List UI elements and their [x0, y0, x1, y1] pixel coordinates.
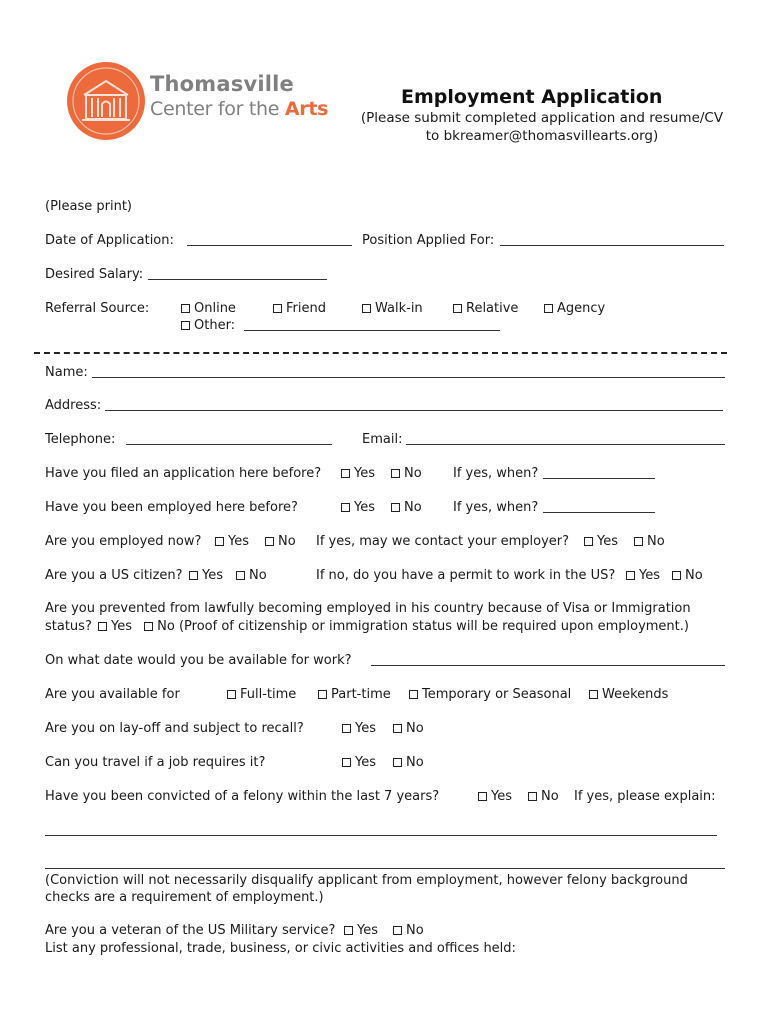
option-label: Part-time [331, 687, 391, 702]
availability-parttime[interactable] [318, 687, 391, 703]
subtitle-line2: to bkreamer@thomasvillearts.org) [425, 128, 659, 144]
option-label: Yes [202, 568, 223, 583]
option-label: Yes [597, 534, 618, 549]
email-field[interactable] [406, 444, 725, 445]
prevented-yes-label: Yes [111, 619, 132, 634]
option-label: No [647, 534, 665, 549]
telephone-field[interactable] [126, 444, 332, 445]
option-label: No [541, 789, 559, 804]
option-label: Walk-in [375, 301, 423, 316]
checkbox[interactable] [181, 321, 190, 330]
option-label: Yes [491, 789, 512, 804]
conviction-note-line2: checks are a requirement of employment.) [45, 890, 324, 905]
checkbox[interactable] [393, 758, 402, 767]
employed-before-no[interactable] [391, 500, 422, 516]
option-label: No [278, 534, 296, 549]
proof-note: (Proof of citizenship or immigration status will be required upon employment.) [178, 619, 689, 634]
desired-salary-label: Desired Salary: [45, 267, 144, 282]
prevented-no-label: No [157, 619, 175, 634]
travel-no[interactable] [393, 755, 424, 771]
name-label: Name: [45, 365, 88, 380]
checkbox[interactable] [265, 537, 274, 546]
option-label: Other: [194, 318, 236, 333]
checkbox[interactable] [391, 503, 400, 512]
logo-line2 [150, 98, 328, 120]
arts-building-seal-icon [67, 62, 145, 140]
filed-before-no[interactable] [391, 466, 422, 482]
position-applied-field[interactable] [500, 245, 724, 246]
option-label: Agency [557, 301, 606, 316]
available-date-field[interactable] [371, 665, 725, 666]
layoff-no[interactable] [393, 721, 424, 737]
contact-employer-no[interactable] [634, 534, 665, 550]
date-of-application-field[interactable] [187, 245, 352, 246]
checkbox[interactable] [409, 690, 418, 699]
referral-source-label: Referral Source: [45, 301, 150, 316]
checkbox[interactable] [393, 926, 402, 935]
employed-now-question: Are you employed now? [45, 534, 202, 549]
checkbox[interactable] [544, 304, 553, 313]
option-label: No [249, 568, 267, 583]
checkbox[interactable] [478, 792, 487, 801]
option-label: Yes [355, 755, 376, 770]
option-label: No [685, 568, 703, 583]
option-label: Temporary or Seasonal [422, 687, 572, 702]
option-label: Yes [354, 466, 375, 481]
checkbox[interactable] [362, 304, 371, 313]
checkbox[interactable] [528, 792, 537, 801]
option-label: Yes [639, 568, 660, 583]
checkbox[interactable] [393, 724, 402, 733]
option-label: No [406, 721, 424, 736]
employed-when-field[interactable] [543, 512, 655, 513]
checkbox[interactable] [236, 571, 245, 580]
felony-explain-label: If yes, please explain: [574, 789, 716, 804]
position-applied-label: Position Applied For: [362, 233, 495, 248]
logo-line1: Thomasville [150, 72, 294, 96]
telephone-label: Telephone: [45, 432, 116, 447]
checkbox[interactable] [344, 926, 353, 935]
prevented-no-checkbox[interactable] [144, 622, 153, 631]
option-label: Yes [354, 500, 375, 515]
option-label: No [404, 500, 422, 515]
checkbox[interactable] [215, 537, 224, 546]
date-of-application-label: Date of Application: [45, 233, 174, 248]
checkbox[interactable] [626, 571, 635, 580]
availability-temporary[interactable] [409, 687, 571, 703]
option-label: Yes [357, 923, 378, 938]
felony-explain-field-1[interactable] [45, 835, 717, 836]
referral-walkin-option[interactable] [362, 301, 423, 317]
veteran-no[interactable] [393, 923, 424, 939]
travel-question: Can you travel if a job requires it? [45, 755, 266, 770]
felony-yes[interactable] [478, 789, 512, 805]
email-label: Email: [362, 432, 403, 447]
felony-question: Have you been convicted of a felony within the last 7 years? [45, 789, 440, 804]
checkbox[interactable] [341, 503, 350, 512]
activities-prompt: List any professional, trade, business, or civic activities and offices held: [45, 941, 516, 956]
section-divider [34, 352, 727, 354]
option-label: Yes [355, 721, 376, 736]
checkbox[interactable] [634, 537, 643, 546]
veteran-question: Are you a veteran of the US Military service? [45, 923, 336, 938]
checkbox[interactable] [672, 571, 681, 580]
option-label: No [406, 755, 424, 770]
felony-explain-field-2[interactable] [45, 868, 725, 869]
referral-relative-option[interactable] [453, 301, 518, 317]
us-citizen-question: Are you a US citizen? [45, 568, 183, 583]
option-label: Online [194, 301, 236, 316]
checkbox[interactable] [273, 304, 282, 313]
availability-weekends[interactable] [589, 687, 668, 703]
please-print-note: (Please print) [45, 199, 133, 214]
work-permit-no[interactable] [672, 568, 703, 584]
us-citizen-no[interactable] [236, 568, 267, 584]
checkbox[interactable] [227, 690, 236, 699]
filed-when-label: If yes, when? [453, 466, 539, 481]
option-label: Yes [228, 534, 249, 549]
option-label: No [404, 466, 422, 481]
layoff-question: Are you on lay-off and subject to recall? [45, 721, 304, 736]
submission-instructions [352, 109, 732, 145]
veteran-yes[interactable] [344, 923, 378, 939]
option-label: No [406, 923, 424, 938]
checkbox[interactable] [589, 690, 598, 699]
subtitle-line1: (Please submit completed application and resume/CV [360, 110, 724, 126]
conviction-note-line1: (Conviction will not necessarily disqualify applicant from employment, however felony background [45, 873, 688, 888]
us-citizen-yes[interactable] [189, 568, 223, 584]
option-label: Relative [466, 301, 519, 316]
checkbox[interactable] [584, 537, 593, 546]
employed-before-yes[interactable] [341, 500, 375, 516]
logo-line2-prefix: Center for the [150, 98, 280, 120]
checkbox[interactable] [453, 304, 462, 313]
filed-when-field[interactable] [543, 478, 655, 479]
referral-other-field[interactable] [244, 330, 500, 331]
filed-before-question: Have you filed an application here before? [45, 466, 322, 481]
work-permit-yes[interactable] [626, 568, 660, 584]
travel-yes[interactable] [342, 755, 376, 771]
employed-now-yes[interactable] [215, 534, 249, 550]
checkbox[interactable] [189, 571, 198, 580]
checkbox[interactable] [341, 469, 350, 478]
contact-employer-yes[interactable] [584, 534, 618, 550]
prevented-yes-checkbox[interactable] [98, 622, 107, 631]
layoff-yes[interactable] [342, 721, 376, 737]
option-label: Weekends [602, 687, 669, 702]
option-label: Full-time [240, 687, 297, 702]
desired-salary-field[interactable] [148, 279, 327, 280]
felony-no[interactable] [528, 789, 559, 805]
checkbox[interactable] [391, 469, 400, 478]
contact-employer-question: If yes, may we contact your employer? [316, 534, 570, 549]
option-label: Friend [286, 301, 326, 316]
work-permit-question: If no, do you have a permit to work in the US? [316, 568, 616, 583]
referral-other-option[interactable] [181, 318, 235, 334]
address-label: Address: [45, 398, 102, 413]
employed-before-question: Have you been employed here before? [45, 500, 298, 515]
checkbox[interactable] [342, 758, 351, 767]
checkbox[interactable] [318, 690, 327, 699]
page-title: Employment Application [401, 86, 663, 108]
employed-now-no[interactable] [265, 534, 296, 550]
availability-fulltime[interactable] [227, 687, 296, 703]
referral-online-option[interactable] [181, 301, 236, 317]
referral-agency-option[interactable] [544, 301, 605, 317]
checkbox[interactable] [181, 304, 190, 313]
employed-when-label: If yes, when? [453, 500, 539, 515]
name-field[interactable] [92, 377, 725, 378]
filed-before-yes[interactable] [341, 466, 375, 482]
checkbox[interactable] [342, 724, 351, 733]
available-date-question: On what date would you be available for work? [45, 653, 352, 668]
available-for-question: Are you available for [45, 687, 180, 702]
logo-line2-accent: Arts [284, 98, 329, 120]
prevented-question-line1: Are you prevented from lawfully becoming employed in his country because of Visa or Immigration [45, 601, 691, 616]
prevented-question-line2 [45, 619, 689, 635]
address-field[interactable] [105, 410, 723, 411]
prevented-status-label: status? [45, 619, 92, 634]
referral-friend-option[interactable] [273, 301, 326, 317]
